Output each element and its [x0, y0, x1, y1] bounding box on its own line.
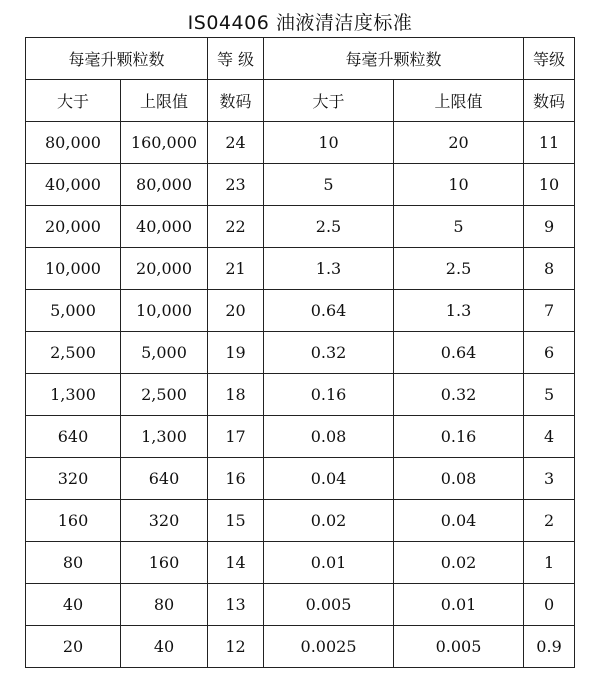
cell-more-than: 40,000: [26, 164, 121, 206]
header-upper-limit-right: 上限值: [394, 80, 524, 122]
cell-more-than-right: 0.005: [264, 584, 394, 626]
cell-upper-limit: 5,000: [121, 332, 208, 374]
cell-code-right: 9: [524, 206, 575, 248]
cell-more-than-right: 0.32: [264, 332, 394, 374]
table-row: [26, 458, 575, 500]
cell-code-right: 3: [524, 458, 575, 500]
cell-code-right: 6: [524, 332, 575, 374]
cell-upper-limit-right: 2.5: [394, 248, 524, 290]
cell-more-than: 20: [26, 626, 121, 668]
cell-code-right: 7: [524, 290, 575, 332]
table-row: [26, 164, 575, 206]
cell-upper-limit: 40: [121, 626, 208, 668]
cell-code: 14: [208, 542, 264, 584]
cell-upper-limit: 20,000: [121, 248, 208, 290]
cell-upper-limit: 80,000: [121, 164, 208, 206]
cell-more-than-right: 0.08: [264, 416, 394, 458]
cell-upper-limit: 160: [121, 542, 208, 584]
cleanliness-table: [25, 37, 575, 668]
cell-more-than: 80,000: [26, 122, 121, 164]
cell-upper-limit-right: 0.08: [394, 458, 524, 500]
cell-more-than: 5,000: [26, 290, 121, 332]
table-row: [26, 626, 575, 668]
cell-code-right: 0.9: [524, 626, 575, 668]
cell-more-than: 640: [26, 416, 121, 458]
cell-upper-limit-right: 0.32: [394, 374, 524, 416]
cell-more-than: 40: [26, 584, 121, 626]
cell-more-than-right: 10: [264, 122, 394, 164]
cell-code: 23: [208, 164, 264, 206]
cell-code-right: 1: [524, 542, 575, 584]
cell-upper-limit-right: 5: [394, 206, 524, 248]
cell-code-right: 5: [524, 374, 575, 416]
cell-upper-limit: 1,300: [121, 416, 208, 458]
cell-code: 17: [208, 416, 264, 458]
cell-upper-limit: 160,000: [121, 122, 208, 164]
header-row-top: [26, 38, 575, 80]
cell-upper-limit-right: 10: [394, 164, 524, 206]
cell-code-right: 0: [524, 584, 575, 626]
table-row: [26, 248, 575, 290]
cell-more-than-right: 0.16: [264, 374, 394, 416]
header-more-than-right: 大于: [264, 80, 394, 122]
cell-upper-limit: 10,000: [121, 290, 208, 332]
cell-more-than-right: 0.04: [264, 458, 394, 500]
cell-more-than-right: 0.01: [264, 542, 394, 584]
cell-code: 24: [208, 122, 264, 164]
header-more-than-left: 大于: [26, 80, 121, 122]
header-code-left-line1: 等 级: [208, 38, 264, 80]
cell-code: 21: [208, 248, 264, 290]
cell-upper-limit-right: 0.64: [394, 332, 524, 374]
header-code-right-line1: 等级: [524, 38, 575, 80]
cell-more-than-right: 0.0025: [264, 626, 394, 668]
table-row: [26, 332, 575, 374]
table-row: [26, 416, 575, 458]
table-header: [26, 38, 575, 122]
table-row: [26, 206, 575, 248]
table-row: [26, 374, 575, 416]
cell-code: 18: [208, 374, 264, 416]
cell-code: 20: [208, 290, 264, 332]
table-row: [26, 542, 575, 584]
cell-code-right: 10: [524, 164, 575, 206]
cell-more-than-right: 1.3: [264, 248, 394, 290]
cell-upper-limit-right: 1.3: [394, 290, 524, 332]
cell-upper-limit-right: 20: [394, 122, 524, 164]
cell-code-right: 4: [524, 416, 575, 458]
cell-more-than: 2,500: [26, 332, 121, 374]
cell-code: 12: [208, 626, 264, 668]
cell-upper-limit-right: 0.04: [394, 500, 524, 542]
table-row: [26, 500, 575, 542]
cell-code: 22: [208, 206, 264, 248]
cell-more-than: 10,000: [26, 248, 121, 290]
header-code-right-line2: 数码: [524, 80, 575, 122]
cell-upper-limit-right: 0.02: [394, 542, 524, 584]
header-upper-limit-left: 上限值: [121, 80, 208, 122]
table-row: [26, 584, 575, 626]
cell-more-than: 20,000: [26, 206, 121, 248]
page-title: IS04406 油液清洁度标准: [187, 12, 413, 34]
cell-more-than-right: 5: [264, 164, 394, 206]
cell-code: 19: [208, 332, 264, 374]
cell-upper-limit-right: 0.005: [394, 626, 524, 668]
cell-code: 16: [208, 458, 264, 500]
table-row: [26, 290, 575, 332]
cell-upper-limit: 80: [121, 584, 208, 626]
cell-code: 13: [208, 584, 264, 626]
table-body: [26, 122, 575, 668]
cell-code-right: 8: [524, 248, 575, 290]
cell-upper-limit: 2,500: [121, 374, 208, 416]
cell-more-than: 160: [26, 500, 121, 542]
cell-more-than-right: 0.02: [264, 500, 394, 542]
header-particles-left: 每毫升颗粒数: [26, 38, 208, 80]
cell-upper-limit: 40,000: [121, 206, 208, 248]
header-particles-right: 每毫升颗粒数: [264, 38, 524, 80]
cell-upper-limit-right: 0.16: [394, 416, 524, 458]
cell-code-right: 2: [524, 500, 575, 542]
cell-more-than-right: 2.5: [264, 206, 394, 248]
header-code-left-line2: 数码: [208, 80, 264, 122]
cell-more-than-right: 0.64: [264, 290, 394, 332]
cell-more-than: 80: [26, 542, 121, 584]
header-row-bottom: [26, 80, 575, 122]
cell-more-than: 320: [26, 458, 121, 500]
cell-code: 15: [208, 500, 264, 542]
cell-more-than: 1,300: [26, 374, 121, 416]
table-row: [26, 122, 575, 164]
cell-upper-limit: 640: [121, 458, 208, 500]
cell-code-right: 11: [524, 122, 575, 164]
cell-upper-limit-right: 0.01: [394, 584, 524, 626]
cell-upper-limit: 320: [121, 500, 208, 542]
